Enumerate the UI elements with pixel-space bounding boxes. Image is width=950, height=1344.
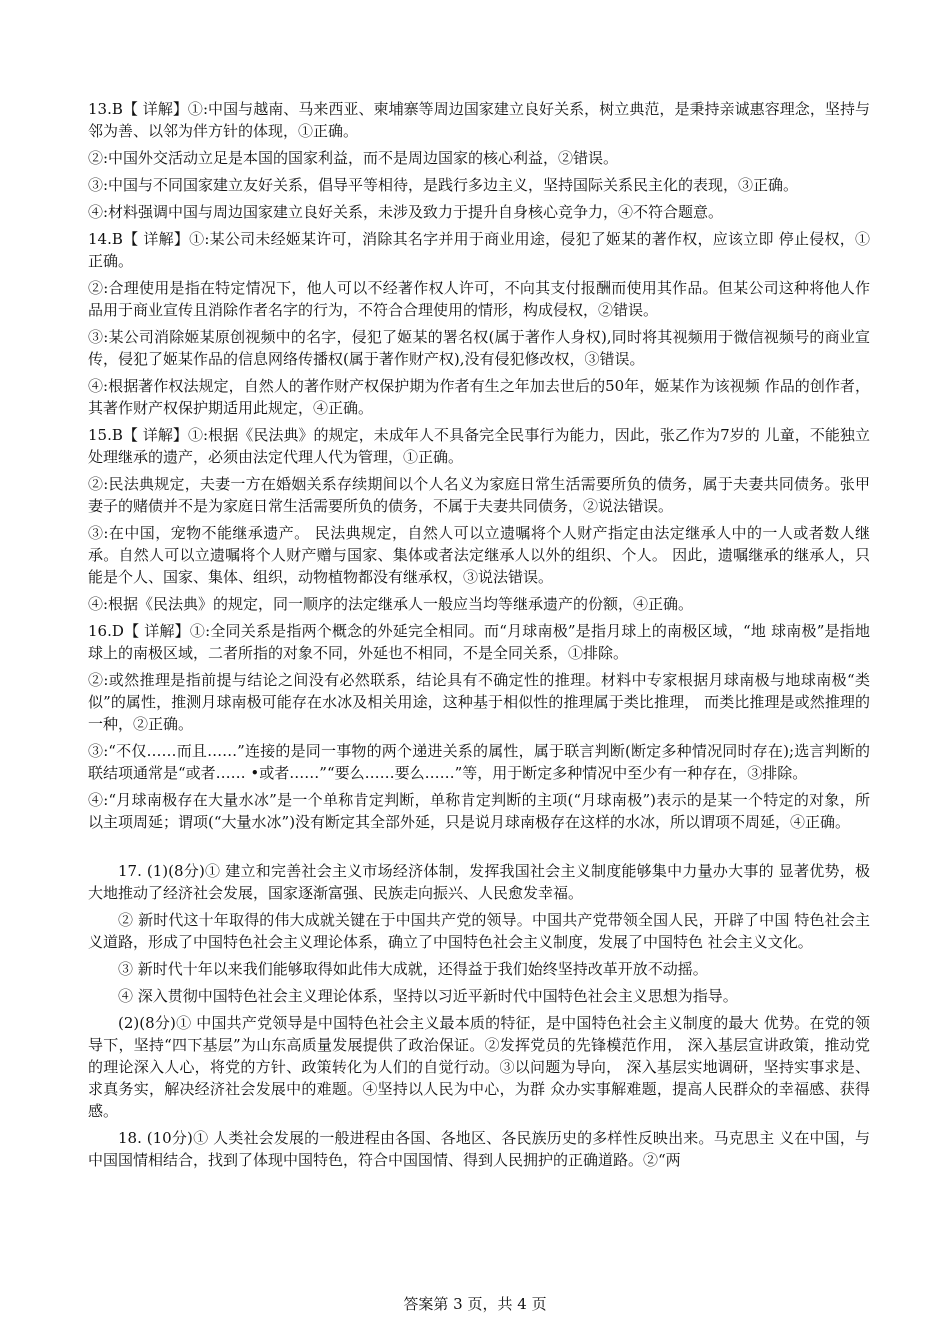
answer-14-line-2: ②:合理使用是指在特定情况下，他人可以不经著作权人许可，不向其支付报酬而使用其作品。但某公司这种将他人作品用于商业宣传且消除作者名字的行为，不符合合理使用的情形，构成侵权，②错误。 xyxy=(88,279,870,319)
answer-18-line-1: 18. (10分)① 人类社会发展的一般进程由各国、各地区、各民族历史的多样性反映出来。马克思主 义在中国，与中国国情相结合，找到了体现中国特色，符合中国国情、得到人民拥护的正确道路。②“两 xyxy=(88,1129,870,1169)
answer-18 xyxy=(88,1127,870,1171)
answer-15-line-2: ②:民法典规定，夫妻一方在婚姻关系存续期间以个人名义为家庭日常生活需要所负的债务，属于夫妻共同债务。张甲妻子的赌债并不是为家庭日常生活需要所负的债务，不属于夫妻共同债务，②说法错误。 xyxy=(88,475,870,515)
answer-15-line-4: ④:根据《民法典》的规定，同一顺序的法定继承人一般应当均等继承遗产的份额，④正确。 xyxy=(88,595,694,613)
answer-16-line-4: ④:“月球南极存在大量水冰”是一个单称肯定判断，单称肯定判断的主项(“月球南极”)表示的是某一个特定的对象，所以主项周延；谓项(“大量水冰”)没有断定其全部外延，只是说月球南极存在这样的水冰，所以谓项不周延，④正确。 xyxy=(88,791,870,831)
answer-14 xyxy=(88,228,870,419)
answer-15-line-3: ③:在中国，宠物不能继承遗产。 民法典规定，自然人可以立遗嘱将个人财产指定由法定继承人中的一人或者数人继承。自然人可以立遗嘱将个人财产赠与国家、集体或者法定继承人以外的组织、个人。 因此，遗嘱继承的继承人，只能是个人、国家、集体、组织，动物植物都没有继承权，③说法错误。 xyxy=(88,524,870,586)
answer-14-line-4: ④:根据著作权法规定，自然人的著作财产权保护期为作者有生之年加去世后的50年，姬某作为该视频 作品的创作者，其著作财产权保护期适用此规定，④正确。 xyxy=(88,377,870,417)
answer-17-part-1: 17. (1)(8分)① 建立和完善社会主义市场经济体制，发挥我国社会主义制度能够集中力量办大事的 显著优势，极大地推动了经济社会发展，国家逐渐富强、民族走向振兴、人民愈发幸福。 xyxy=(88,862,870,902)
answer-13-line-2: ②:中国外交活动立足是本国的国家利益，而不是周边国家的核心利益，②错误。 xyxy=(88,149,619,167)
answer-16-line-2: ②:或然推理是指前提与结论之间没有必然联系，结论具有不确定性的推理。材料中专家根据月球南极与地球南极“类似”的属性，推测月球南极可能存在水冰及相关用途，这种基于相似性的推理属于类比推理， 而类比推理是或然推理的一种，②正确。 xyxy=(88,671,870,733)
answer-17 xyxy=(88,860,870,1122)
page-footer: 答案第 3 页，共 4 页 xyxy=(403,1295,547,1313)
answer-17-point-4: ④ 深入贯彻中国特色社会主义理论体系，坚持以习近平新时代中国特色社会主义思想为指导。 xyxy=(118,987,738,1005)
answer-16-line-3: ③:“不仅……而且……”连接的是同一事物的两个递进关系的属性，属于联言判断(断定多种情况同时存在);选言判断的联结项通常是“或者…… •或者……”“要么……要么……”等，用于断定多种情况中至少有一种存在，③排除。 xyxy=(88,742,870,782)
answer-17-point-2: ② 新时代这十年取得的伟大成就关键在于中国共产党的领导。中国共产党带领全国人民，开辟了中国 特色社会主义道路，形成了中国特色社会主义理论体系，确立了中国特色社会主义制度，发展了中国特色 社会主义文化。 xyxy=(88,911,870,951)
answer-14-line-1: 14.B【 详解】①:某公司未经姬某许可，消除其名字并用于商业用途，侵犯了姬某的著作权，应该立即 停止侵权，①正确。 xyxy=(88,230,870,270)
answer-14-line-3: ③:某公司消除姬某原创视频中的名字，侵犯了姬某的署名权(属于著作人身权),同时将其视频用于微信视频号的商业宣传，侵犯了姬某作品的信息网络传播权(属于著作财产权),没有侵犯修改权，③错误。 xyxy=(88,328,870,368)
answer-15-line-1: 15.B【 详解】①:根据《民法典》的规定，未成年人不具备完全民事行为能力，因此，张乙作为7岁的 儿童，不能独立处理继承的遗产，必须由法定代理人代为管理，①正确。 xyxy=(88,426,870,466)
answer-16-line-1: 16.D【 详解】①:全同关系是指两个概念的外延完全相同。而“月球南极”是指月球上的南极区域，“地 球南极”是指地球上的南极区域，二者所指的对象不同，外延也不相同，不是全同关系，①排除。 xyxy=(88,622,870,662)
answer-16 xyxy=(88,620,870,833)
answer-13-line-3: ③:中国与不同国家建立友好关系，倡导平等相待，是践行多边主义，坚持国际关系民主化的表现，③正确。 xyxy=(88,176,799,194)
answer-page xyxy=(88,98,870,1176)
answer-15 xyxy=(88,424,870,615)
section-gap xyxy=(88,838,870,860)
answer-13-line-1: 13.B【 详解】①:中国与越南、马来西亚、柬埔寨等周边国家建立良好关系，树立典范，是秉持亲诚惠容理念，坚持与邻为善、以邻为伴方针的体现，①正确。 xyxy=(88,100,870,140)
answer-13 xyxy=(88,98,870,223)
answer-13-line-4: ④:材料强调中国与周边国家建立良好关系，未涉及致力于提升自身核心竞争力，④不符合题意。 xyxy=(88,203,724,221)
answer-17-point-3: ③ 新时代十年以来我们能够取得如此伟大成就，还得益于我们始终坚持改革开放不动摇。 xyxy=(118,960,708,978)
answer-17-part-2: (2)(8分)① 中国共产党领导是中国特色社会主义最本质的特征，是中国特色社会主义制度的最大 优势。在党的领导下，坚持“四下基层”为山东高质量发展提供了政治保证。②发挥党员的先锋模范作用， 深入基层宣讲政策，推动党的理论深入人心，将党的方针、政策转化为人们的自觉行动。③以问题为导向， 深入基层实地调研，坚持实事求是、求真务实，解决经济社会发展中的难题。④坚持以人民为中心，为群 众办实事解难题，提高人民群众的幸福感、获得感。 xyxy=(88,1014,870,1120)
